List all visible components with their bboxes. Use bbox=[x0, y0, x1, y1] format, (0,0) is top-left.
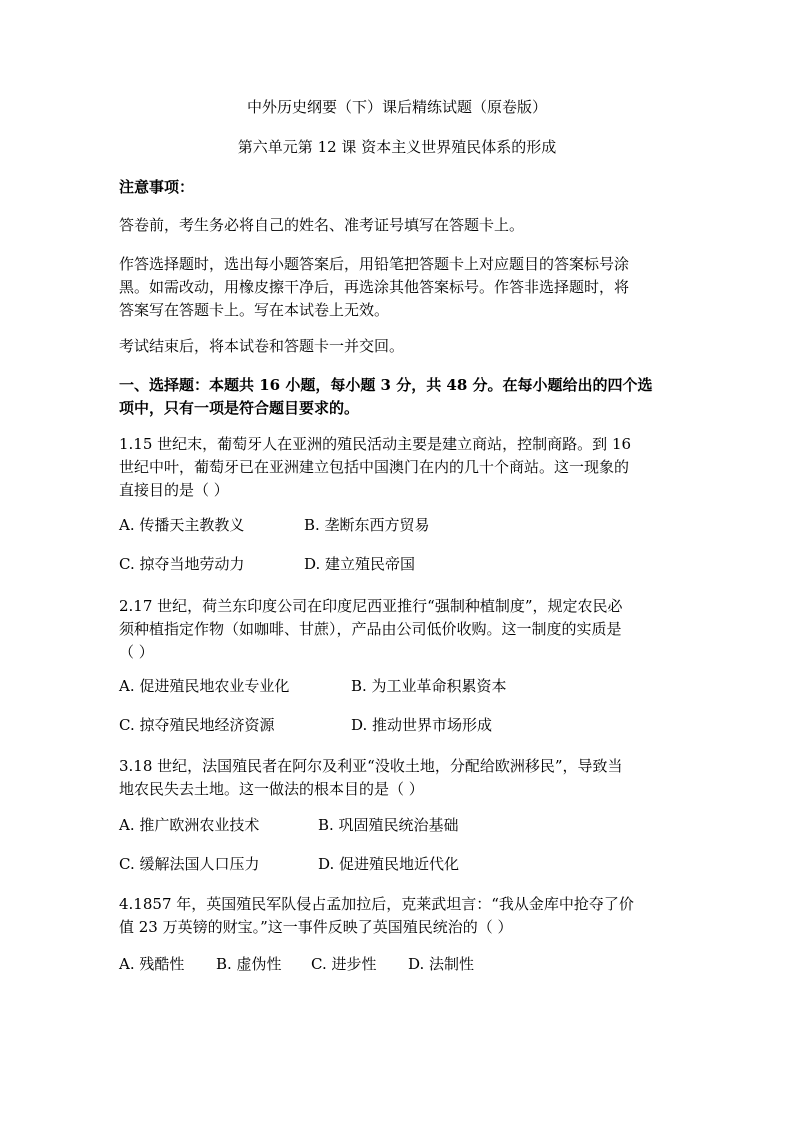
question-stem: 2.17 世纪，荷兰东印度公司在印度尼西亚推行“强制种植制度”，规定农民必 须种植指定作物（如咖啡、甘蔗），产品由公司低价收购。这一制度的实质是 （ ） bbox=[119, 597, 623, 661]
option-a: A. 传播天主教教义 bbox=[119, 516, 245, 534]
section-heading: 一、选择题：本题共 16 小题，每小题 3 分，共 48 分。在每小题给出的四个选 项中，只有一项是符合题目要求的。 bbox=[119, 376, 653, 417]
option-c: C. 缓解法国人口压力 bbox=[119, 855, 260, 873]
option-b: B. 为工业革命积累资本 bbox=[351, 677, 507, 695]
document-subtitle: 第六单元第 12 课 资本主义世界殖民体系的形成 bbox=[237, 138, 557, 156]
option-c: C. 进步性 bbox=[311, 955, 377, 973]
option-b: B. 巩固殖民统治基础 bbox=[318, 816, 459, 834]
option-c: C. 掠夺殖民地经济资源 bbox=[119, 716, 275, 734]
option-a: A. 促进殖民地农业专业化 bbox=[119, 677, 290, 695]
notice-item: 考试结束后，将本试卷和答题卡一并交回。 bbox=[119, 337, 405, 355]
option-a: A. 推广欧洲农业技术 bbox=[119, 816, 260, 834]
document-title: 中外历史纲要（下）课后精练试题（原卷版） bbox=[246, 98, 547, 116]
option-d: D. 促进殖民地近代化 bbox=[318, 855, 460, 873]
notice-item: 答卷前，考生务必将自己的姓名、准考证号填写在答题卡上。 bbox=[119, 216, 525, 234]
notice-heading: 注意事项： bbox=[119, 178, 195, 196]
option-c: C. 掠夺当地劳动力 bbox=[119, 555, 245, 573]
notice-item: 作答选择题时，选出每小题答案后，用铅笔把答题卡上对应题目的答案标号涂 黑。如需改动，用橡皮擦干净后，再选涂其他答案标号。作答非选择题时，将 答案写在答题卡上。写在本试卷上无效。 bbox=[119, 255, 630, 319]
option-d: D. 建立殖民帝国 bbox=[304, 555, 416, 573]
option-a: A. 残酷性 bbox=[119, 955, 185, 973]
question-stem: 3.18 世纪，法国殖民者在阿尔及利亚“没收土地，分配给欧洲移民”，导致当 地农民失去土地。这一做法的根本目的是（ ） bbox=[119, 757, 623, 798]
option-b: B. 虚伪性 bbox=[216, 955, 282, 973]
question-stem: 4.1857 年，英国殖民军队侵占孟加拉后，克莱武坦言：“我从金库中抢夺了价 值 23 万英镑的财宝。”这一事件反映了英国殖民统治的（ ） bbox=[119, 895, 634, 936]
option-d: D. 法制性 bbox=[408, 955, 475, 973]
option-b: B. 垄断东西方贸易 bbox=[304, 516, 430, 534]
question-stem: 1.15 世纪末，葡萄牙人在亚洲的殖民活动主要是建立商站，控制商路。到 16 世纪中叶，葡萄牙已在亚洲建立包括中国澳门在内的几十个商站。这一现象的 直接目的是（ ） bbox=[119, 435, 632, 499]
option-d: D. 推动世界市场形成 bbox=[351, 716, 493, 734]
